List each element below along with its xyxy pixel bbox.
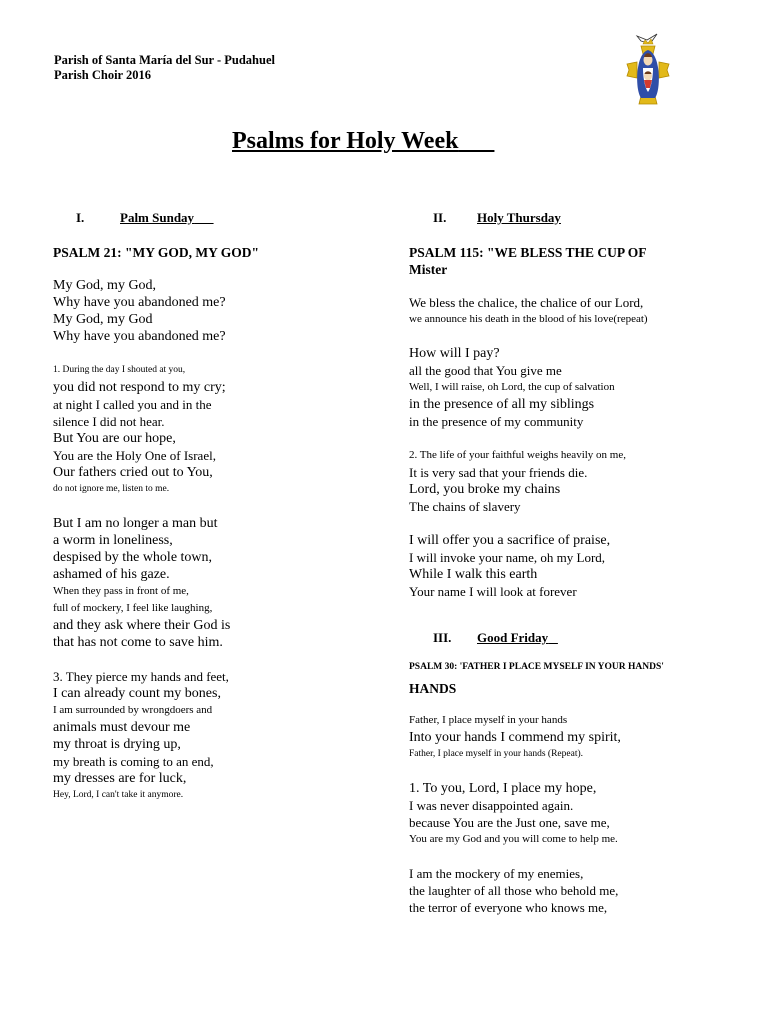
verse-line: at night I called you and in the [53, 397, 212, 412]
section-number: III. [433, 630, 452, 645]
page-title: Psalms for Holy Week [232, 128, 459, 154]
verse-line: silence I did not hear. [53, 414, 165, 429]
choir-name: Parish Choir 2016 [54, 68, 151, 82]
madonna-child-cross-logo-icon [619, 26, 677, 106]
verse-line: my throat is drying up, [53, 737, 181, 752]
verse-line: The chains of slavery [409, 499, 521, 514]
verse-line: You are my God and you will come to help me. [409, 833, 618, 845]
stanza-gap [53, 651, 393, 668]
verse-line: But I am no longer a man but [53, 516, 218, 531]
section-heading-good-friday [433, 630, 558, 646]
verse-line: we announce his death in the blood of his love(repeat) [409, 313, 648, 325]
verse-line: animals must devour me [53, 720, 191, 735]
verse-line: all the good that You give me [409, 363, 562, 378]
verse-line: When they pass in front of me, [53, 585, 189, 597]
verse-line: 3. They pierce my hands and feet, [53, 669, 229, 684]
verse-line: Your name I will look at forever [409, 584, 577, 599]
psalm-115-title-line1: PSALM 115: "WE BLESS THE CUP OF [409, 245, 647, 260]
verse-line: How will I pay? [409, 346, 500, 361]
verse-line: 2. The life of your faithful weighs heavily on me, [409, 449, 626, 461]
verse-line: despised by the whole town, [53, 550, 213, 565]
verse-line: do not ignore me, listen to me. [53, 484, 170, 494]
verse-line: Why have you abandoned me? [53, 295, 226, 310]
verse-line: Father, I place myself in your hands (Repeat). [409, 749, 583, 759]
stanza-gap [409, 515, 749, 532]
psalm-21-title: PSALM 21: "MY GOD, MY GOD" [53, 245, 259, 260]
verse-line: We bless the chalice, the chalice of our Lord, [409, 295, 644, 310]
verse-line: I will offer you a sacrifice of praise, [409, 533, 611, 548]
verse-line: Father, I place myself in your hands [409, 714, 568, 726]
verse-line: my breath is coming to an end, [53, 754, 214, 769]
verse-line: You are the Holy One of Israel, [53, 448, 216, 463]
psalm-21-text [53, 277, 393, 804]
stanza-gap [53, 498, 393, 515]
verse-line: full of mockery, I feel like laughing, [53, 602, 213, 614]
section-number: I. [76, 210, 85, 225]
verse-line: you did not respond to my cry; [53, 380, 226, 395]
verse-line: the terror of everyone who knows me, [409, 900, 608, 915]
verse-line: a worm in loneliness, [53, 533, 173, 548]
section-name: Palm Sunday [120, 210, 195, 225]
verse-line: Our fathers cried out to You, [53, 465, 213, 480]
verse-line: 1. To you, Lord, I place my hope, [409, 781, 597, 796]
verse-line: because You are the Just one, save me, [409, 815, 610, 830]
section-heading-palm-sunday [76, 210, 214, 226]
psalm-115-title [409, 244, 647, 278]
verse-line: ashamed of his gaze. [53, 567, 170, 582]
verse-line: But You are our hope, [53, 431, 176, 446]
verse-line: Lord, you broke my chains [409, 482, 561, 497]
verse-line: and they ask where their God is [53, 618, 231, 633]
stanza-gap [53, 345, 393, 362]
verse-line: It is very sad that your friends die. [409, 465, 588, 480]
verse-line: in the presence of all my siblings [409, 397, 595, 412]
psalm-115-text [409, 294, 749, 600]
section-number: II. [433, 210, 447, 225]
section-name: Holy Thursday [477, 210, 561, 225]
verse-line: 1. During the day I shouted at you, [53, 365, 186, 375]
verse-line: the laughter of all those who behold me, [409, 883, 619, 898]
stanza-gap [409, 430, 749, 447]
section-name: Good Friday [477, 630, 549, 645]
verse-line: I was never disappointed again. [409, 798, 574, 813]
psalm-30-title-big: HANDS [409, 681, 457, 696]
verse-line: I can already count my bones, [53, 686, 221, 701]
verse-line: While I walk this earth [409, 567, 538, 582]
verse-line: I am the mockery of my enemies, [409, 866, 584, 881]
stanza-gap [409, 328, 749, 345]
verse-line: My God, my God, [53, 278, 157, 293]
psalm-115-title-line2: Mister [409, 262, 448, 277]
section-heading-holy-thursday [433, 210, 561, 226]
verse-line: My God, my God [53, 312, 153, 327]
psalm-30-title-small: PSALM 30: 'FATHER I PLACE MYSELF IN YOUR HANDS' [409, 662, 664, 672]
stanza-gap [409, 763, 749, 780]
verse-line: Into your hands I commend my spirit, [409, 730, 621, 745]
verse-line: I am surrounded by wrongdoers and [53, 704, 213, 716]
verse-line: Well, I will raise, oh Lord, the cup of salvation [409, 381, 615, 393]
psalm-30-text [409, 712, 749, 916]
verse-line: my dresses are for luck, [53, 771, 187, 786]
verse-line: that has not come to save him. [53, 635, 223, 650]
stanza-gap [409, 848, 749, 865]
verse-line: in the presence of my community [409, 414, 584, 429]
verse-line: I will invoke your name, oh my Lord, [409, 550, 606, 565]
verse-line: Hey, Lord, I can't take it anymore. [53, 790, 184, 800]
verse-line: Why have you abandoned me? [53, 329, 226, 344]
parish-name: Parish of Santa María del Sur - Pudahuel [54, 53, 275, 67]
